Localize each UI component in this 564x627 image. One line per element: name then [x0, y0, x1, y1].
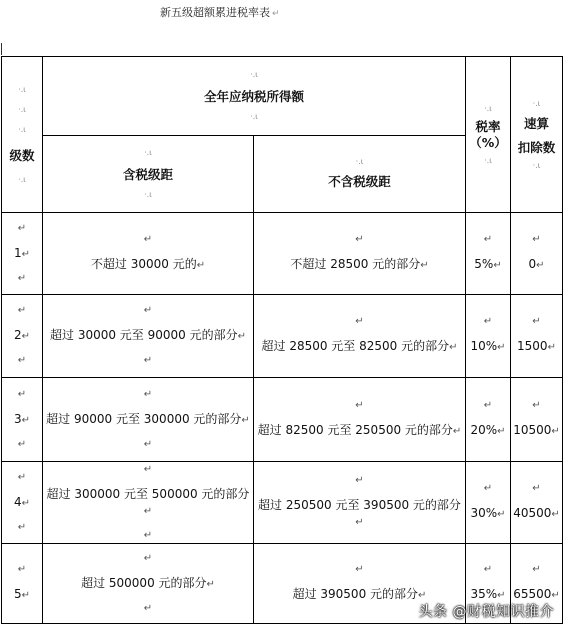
return-mark-icon: ↵ — [355, 233, 364, 245]
header-with-tax: 含税级距 — [122, 167, 173, 182]
header-annual-income-cell — [43, 57, 466, 136]
deduction-value: 40500↵ — [513, 505, 560, 520]
header-without-tax-cell — [254, 136, 466, 213]
header-rate-group — [469, 119, 507, 151]
return-mark-icon: ↵ — [143, 305, 153, 316]
return-mark-icon: ↵ — [17, 438, 27, 450]
without-tax-value: 超过 250500 元至 390500 元的部分↵ — [258, 497, 461, 528]
return-mark-icon: ↵ — [143, 463, 153, 475]
return-mark-icon: ↵ — [355, 399, 364, 411]
level-cell — [2, 544, 43, 624]
return-mark-icon: ↵ — [355, 316, 364, 327]
table-row — [2, 295, 563, 378]
with-tax-cell — [43, 462, 254, 544]
with-tax-cell — [43, 378, 254, 462]
return-mark-icon: ↵ — [483, 316, 493, 327]
header-level-cell — [2, 57, 43, 213]
header-deduction-line2: 扣除数 — [517, 139, 556, 155]
page-title — [160, 4, 280, 20]
header-deduction-cell — [511, 57, 563, 213]
paragraph-mark-icon: ·.ι — [18, 84, 26, 94]
deduction-value: 65500↵ — [513, 586, 560, 601]
deduction-cell — [511, 462, 563, 544]
header-annual-income: 全年应纳税所得额 — [203, 89, 304, 104]
header-level: 级数 — [9, 147, 35, 163]
with-tax-value: 超过 90000 元至 300000 元的部分↵ — [46, 411, 250, 426]
paragraph-mark-icon: ·.ι — [18, 104, 26, 114]
return-mark-icon: ↵ — [17, 305, 27, 316]
with-tax-value: 超过 500000 元的部分↵ — [81, 575, 215, 590]
return-mark-icon: ↵ — [483, 482, 493, 494]
level-value: 1↵ — [13, 245, 31, 260]
watermark: 头条 @财税知识推介 — [418, 604, 554, 620]
rate-value: 20%↵ — [470, 422, 506, 437]
return-mark-icon: ↵ — [143, 552, 153, 564]
deduction-value: 0↵ — [528, 256, 545, 271]
return-mark-icon: ↵ — [532, 316, 541, 327]
return-mark-icon: ↵ — [17, 222, 27, 234]
return-mark-icon: ↵ — [17, 272, 27, 284]
level-cell — [2, 295, 43, 378]
without-tax-cell — [254, 213, 466, 295]
return-mark-icon: ↵ — [483, 233, 493, 245]
level-value: 4↵ — [13, 494, 31, 509]
deduction-cell — [511, 213, 563, 295]
return-mark-icon: ↵ — [143, 438, 153, 450]
header-with-tax-cell — [43, 136, 254, 213]
with-tax-cell — [43, 213, 254, 295]
paragraph-mark-icon: ·.ι — [18, 124, 26, 134]
paragraph-mark-icon: ↵ — [272, 9, 280, 19]
return-mark-icon: ↵ — [143, 233, 153, 245]
level-value: 5↵ — [13, 586, 31, 601]
return-mark-icon: ↵ — [17, 521, 27, 533]
deduction-value: 10500↵ — [513, 422, 560, 437]
with-tax-cell — [43, 544, 254, 624]
return-mark-icon: ↵ — [355, 563, 364, 575]
return-mark-icon: ↵ — [532, 482, 541, 494]
rate-cell — [466, 295, 511, 378]
header-without-tax: 不含税级距 — [328, 174, 391, 189]
return-mark-icon: ↵ — [483, 399, 493, 411]
rate-value: 10%↵ — [470, 339, 506, 353]
rate-cell — [466, 378, 511, 462]
return-mark-icon: ↵ — [532, 563, 541, 575]
table-row — [2, 213, 563, 295]
paragraph-mark-icon: ·.ι — [144, 148, 152, 157]
return-mark-icon: ↵ — [532, 233, 541, 245]
paragraph-mark-icon: ·.ι — [532, 160, 541, 170]
title-text: 新五级超额累进税率表 — [160, 6, 270, 19]
rate-cell — [466, 462, 511, 544]
tax-rate-table — [1, 56, 563, 624]
paragraph-mark-icon: ·.ι — [355, 157, 364, 166]
return-mark-icon: ↵ — [17, 563, 27, 575]
deduction-cell — [511, 295, 563, 378]
deduction-cell — [511, 378, 563, 462]
header-rate-unit: （%） — [469, 134, 507, 150]
rate-cell — [466, 213, 511, 295]
return-mark-icon: ↵ — [17, 355, 27, 366]
level-value: 3↵ — [13, 411, 31, 426]
table-row — [2, 378, 563, 462]
level-cell — [2, 378, 43, 462]
return-mark-icon: ↵ — [483, 563, 493, 575]
paragraph-mark-icon: ·.ι — [484, 155, 492, 165]
paragraph-mark-icon: ·.ι — [250, 70, 258, 79]
return-mark-icon: ↵ — [143, 355, 153, 366]
return-mark-icon: ↵ — [355, 474, 364, 486]
without-tax-value: 超过 28500 元至 82500 元的部分↵ — [261, 339, 458, 353]
with-tax-value: 不超过 30000 元的↵ — [90, 256, 206, 271]
rate-value: 5%↵ — [474, 256, 502, 271]
without-tax-value: 超过 82500 元至 250500 元的部分↵ — [257, 422, 462, 437]
paragraph-mark-icon: ·.ι — [144, 190, 152, 199]
cursor-marker — [1, 43, 2, 55]
without-tax-cell — [254, 295, 466, 378]
return-mark-icon: ↵ — [143, 529, 153, 541]
return-mark-icon: ↵ — [17, 471, 27, 483]
return-mark-icon: ↵ — [143, 602, 153, 614]
rate-value: 35%↵ — [470, 586, 506, 601]
without-tax-value: 不超过 28500 元的部分↵ — [290, 256, 429, 271]
level-cell — [2, 462, 43, 544]
return-mark-icon: ↵ — [143, 388, 153, 400]
paragraph-mark-icon: ·.ι — [18, 174, 26, 184]
header-deduction-line1: 速算 — [523, 115, 549, 131]
return-mark-icon: ↵ — [532, 399, 541, 411]
with-tax-cell — [43, 295, 254, 378]
level-value: 2↵ — [13, 328, 31, 342]
without-tax-cell — [254, 462, 466, 544]
with-tax-value: 超过 30000 元至 90000 元的部分↵ — [50, 328, 246, 342]
header-row-1 — [2, 57, 563, 136]
header-rate-cell — [466, 57, 511, 213]
header-rate: 税率 — [475, 118, 501, 134]
paragraph-mark-icon: ·.ι — [484, 103, 492, 113]
with-tax-value: 超过 300000 元至 500000 元的部分↵ — [46, 486, 250, 517]
rate-value: 30%↵ — [470, 505, 506, 520]
deduction-value: 1500↵ — [517, 339, 556, 353]
level-cell — [2, 213, 43, 295]
without-tax-value: 超过 390500 元的部分↵ — [292, 586, 427, 601]
return-mark-icon: ↵ — [17, 388, 27, 400]
without-tax-cell — [254, 378, 466, 462]
paragraph-mark-icon: ·.ι — [532, 98, 541, 108]
paragraph-mark-icon: ·.ι — [250, 112, 258, 121]
table-row — [2, 462, 563, 544]
